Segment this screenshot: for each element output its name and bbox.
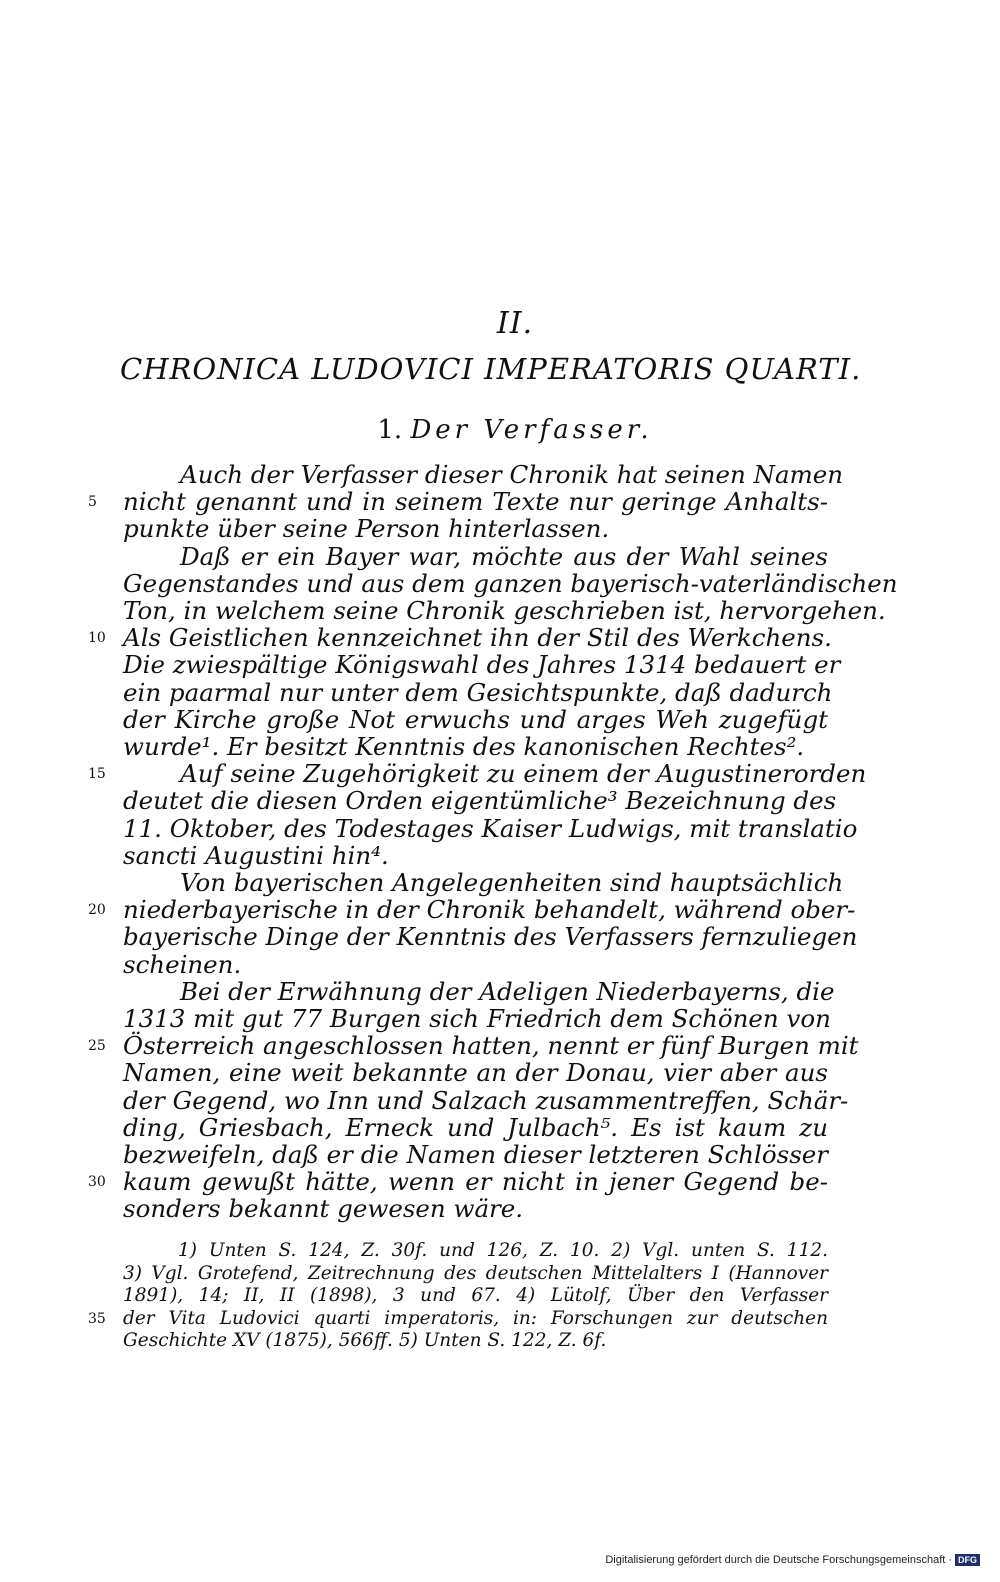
- section-title: Der Verfasser.: [410, 415, 653, 445]
- footnote-line: 3) Vgl. Grotefend, Zeitrechnung des deutschen Mittelalters I (Hannover: [123, 1262, 828, 1284]
- line-number: 10: [88, 630, 106, 647]
- credit-text: Digitalisierung gefördert durch die Deutsche Forschungsgemeinschaft: [605, 1554, 946, 1566]
- section-number: 1.: [377, 415, 403, 445]
- line-number: 5: [88, 494, 97, 511]
- body-line: bayerische Dinge der Kenntnis des Verfassers fernzuliegen: [123, 922, 858, 952]
- body-line: Auf seine Zugehörigkeit zu einem der Augustinerorden: [180, 759, 867, 789]
- body-line: der Gegend, wo Inn und Salzach zusammentreffen, Schär-: [123, 1085, 849, 1115]
- body-line: Von bayerischen Angelegenheiten sind hauptsächlich: [180, 868, 844, 897]
- footnote-line: Geschichte XV (1875), 566ff. 5) Unten S. 122, Z. 6f.: [123, 1330, 607, 1351]
- line-number: 15: [88, 766, 106, 783]
- section-heading: [0, 415, 1000, 445]
- body-line: Gegenstandes und aus dem ganzen bayerisch-vaterländischen: [123, 568, 898, 598]
- body-line: Österreich angeschlossen hatten, nennt er fünf Burgen mit: [123, 1031, 859, 1061]
- footnote-line: 1) Unten S. 124, Z. 30f. und 126, Z. 10. 2) Vgl. unten S. 112.: [178, 1240, 828, 1261]
- body-line: bezweifeln, daß er die Namen dieser letzteren Schlösser: [123, 1140, 828, 1169]
- body-line: kaum gewußt hätte, wenn er nicht in jener Gegend be-: [123, 1167, 828, 1197]
- line-number: 20: [88, 902, 106, 919]
- dfg-logo: DFG: [955, 1554, 980, 1566]
- body-line: wurde¹. Er besitzt Kenntnis des kanonischen Rechtes².: [123, 732, 805, 761]
- body-line: der Kirche große Not erwuchs und arges Weh zugefügt: [123, 704, 828, 734]
- line-number: 35: [88, 1310, 106, 1327]
- body-line: nicht genannt und in seinem Texte nur geringe Anhalts-: [123, 487, 828, 517]
- digitization-credit: Digitalisierung gefördert durch die Deutsche Forschungsgemeinschaft · DFG: [605, 1554, 980, 1566]
- body-line: punkte über seine Person hinterlassen.: [123, 514, 610, 544]
- footnote-line: 1891), 14; II, II (1898), 3 und 67. 4) Lütolf, Über den Verfasser: [123, 1285, 828, 1306]
- chapter-title: CHRONICA LUDOVICI IMPERATORIS QUARTI.: [120, 352, 862, 386]
- body-line: niederbayerische in der Chronik behandelt, während ober-: [123, 895, 856, 925]
- footnote-line: der Vita Ludovici quarti imperatoris, in: Forschungen zur deutschen: [123, 1307, 828, 1329]
- body-line: Ton, in welchem seine Chronik geschrieben ist, hervorgehen.: [123, 596, 886, 625]
- body-line: sancti Augustini hin⁴.: [123, 840, 389, 870]
- body-line: sonders bekannt gewesen wäre.: [123, 1194, 524, 1224]
- body-line: Die zwiespältige Königswahl des Jahres 1314 bedauert er: [123, 650, 841, 680]
- body-line: ding, Griesbach, Erneck und Julbach⁵. Es ist kaum zu: [123, 1112, 828, 1142]
- body-line: Bei der Erwähnung der Adeligen Niederbayerns, die: [180, 976, 835, 1006]
- line-number: 25: [88, 1038, 106, 1055]
- body-line: ein paarmal nur unter dem Gesichtspunkte, daß dadurch: [123, 677, 833, 707]
- body-line: Namen, eine weit bekannte an der Donau, vier aber aus: [123, 1058, 828, 1088]
- body-line: deutet die diesen Orden eigentümliche³ Bezeichnung des: [123, 786, 837, 816]
- body-line: Als Geistlichen kennzeichnet ihn der Stil des Werkchens.: [123, 623, 832, 653]
- body-line: Daß er ein Bayer war, möchte aus der Wahl seines: [180, 541, 828, 571]
- body-line: Auch der Verfasser dieser Chronik hat seinen Namen: [180, 460, 844, 489]
- body-line: 11. Oktober, des Todestages Kaiser Ludwigs, mit translatio: [123, 813, 858, 843]
- chapter-number: II.: [496, 306, 534, 341]
- body-line: scheinen.: [123, 949, 242, 979]
- body-line: 1313 mit gut 77 Burgen sich Friedrich dem Schönen von: [123, 1004, 831, 1033]
- line-number: 30: [88, 1174, 106, 1191]
